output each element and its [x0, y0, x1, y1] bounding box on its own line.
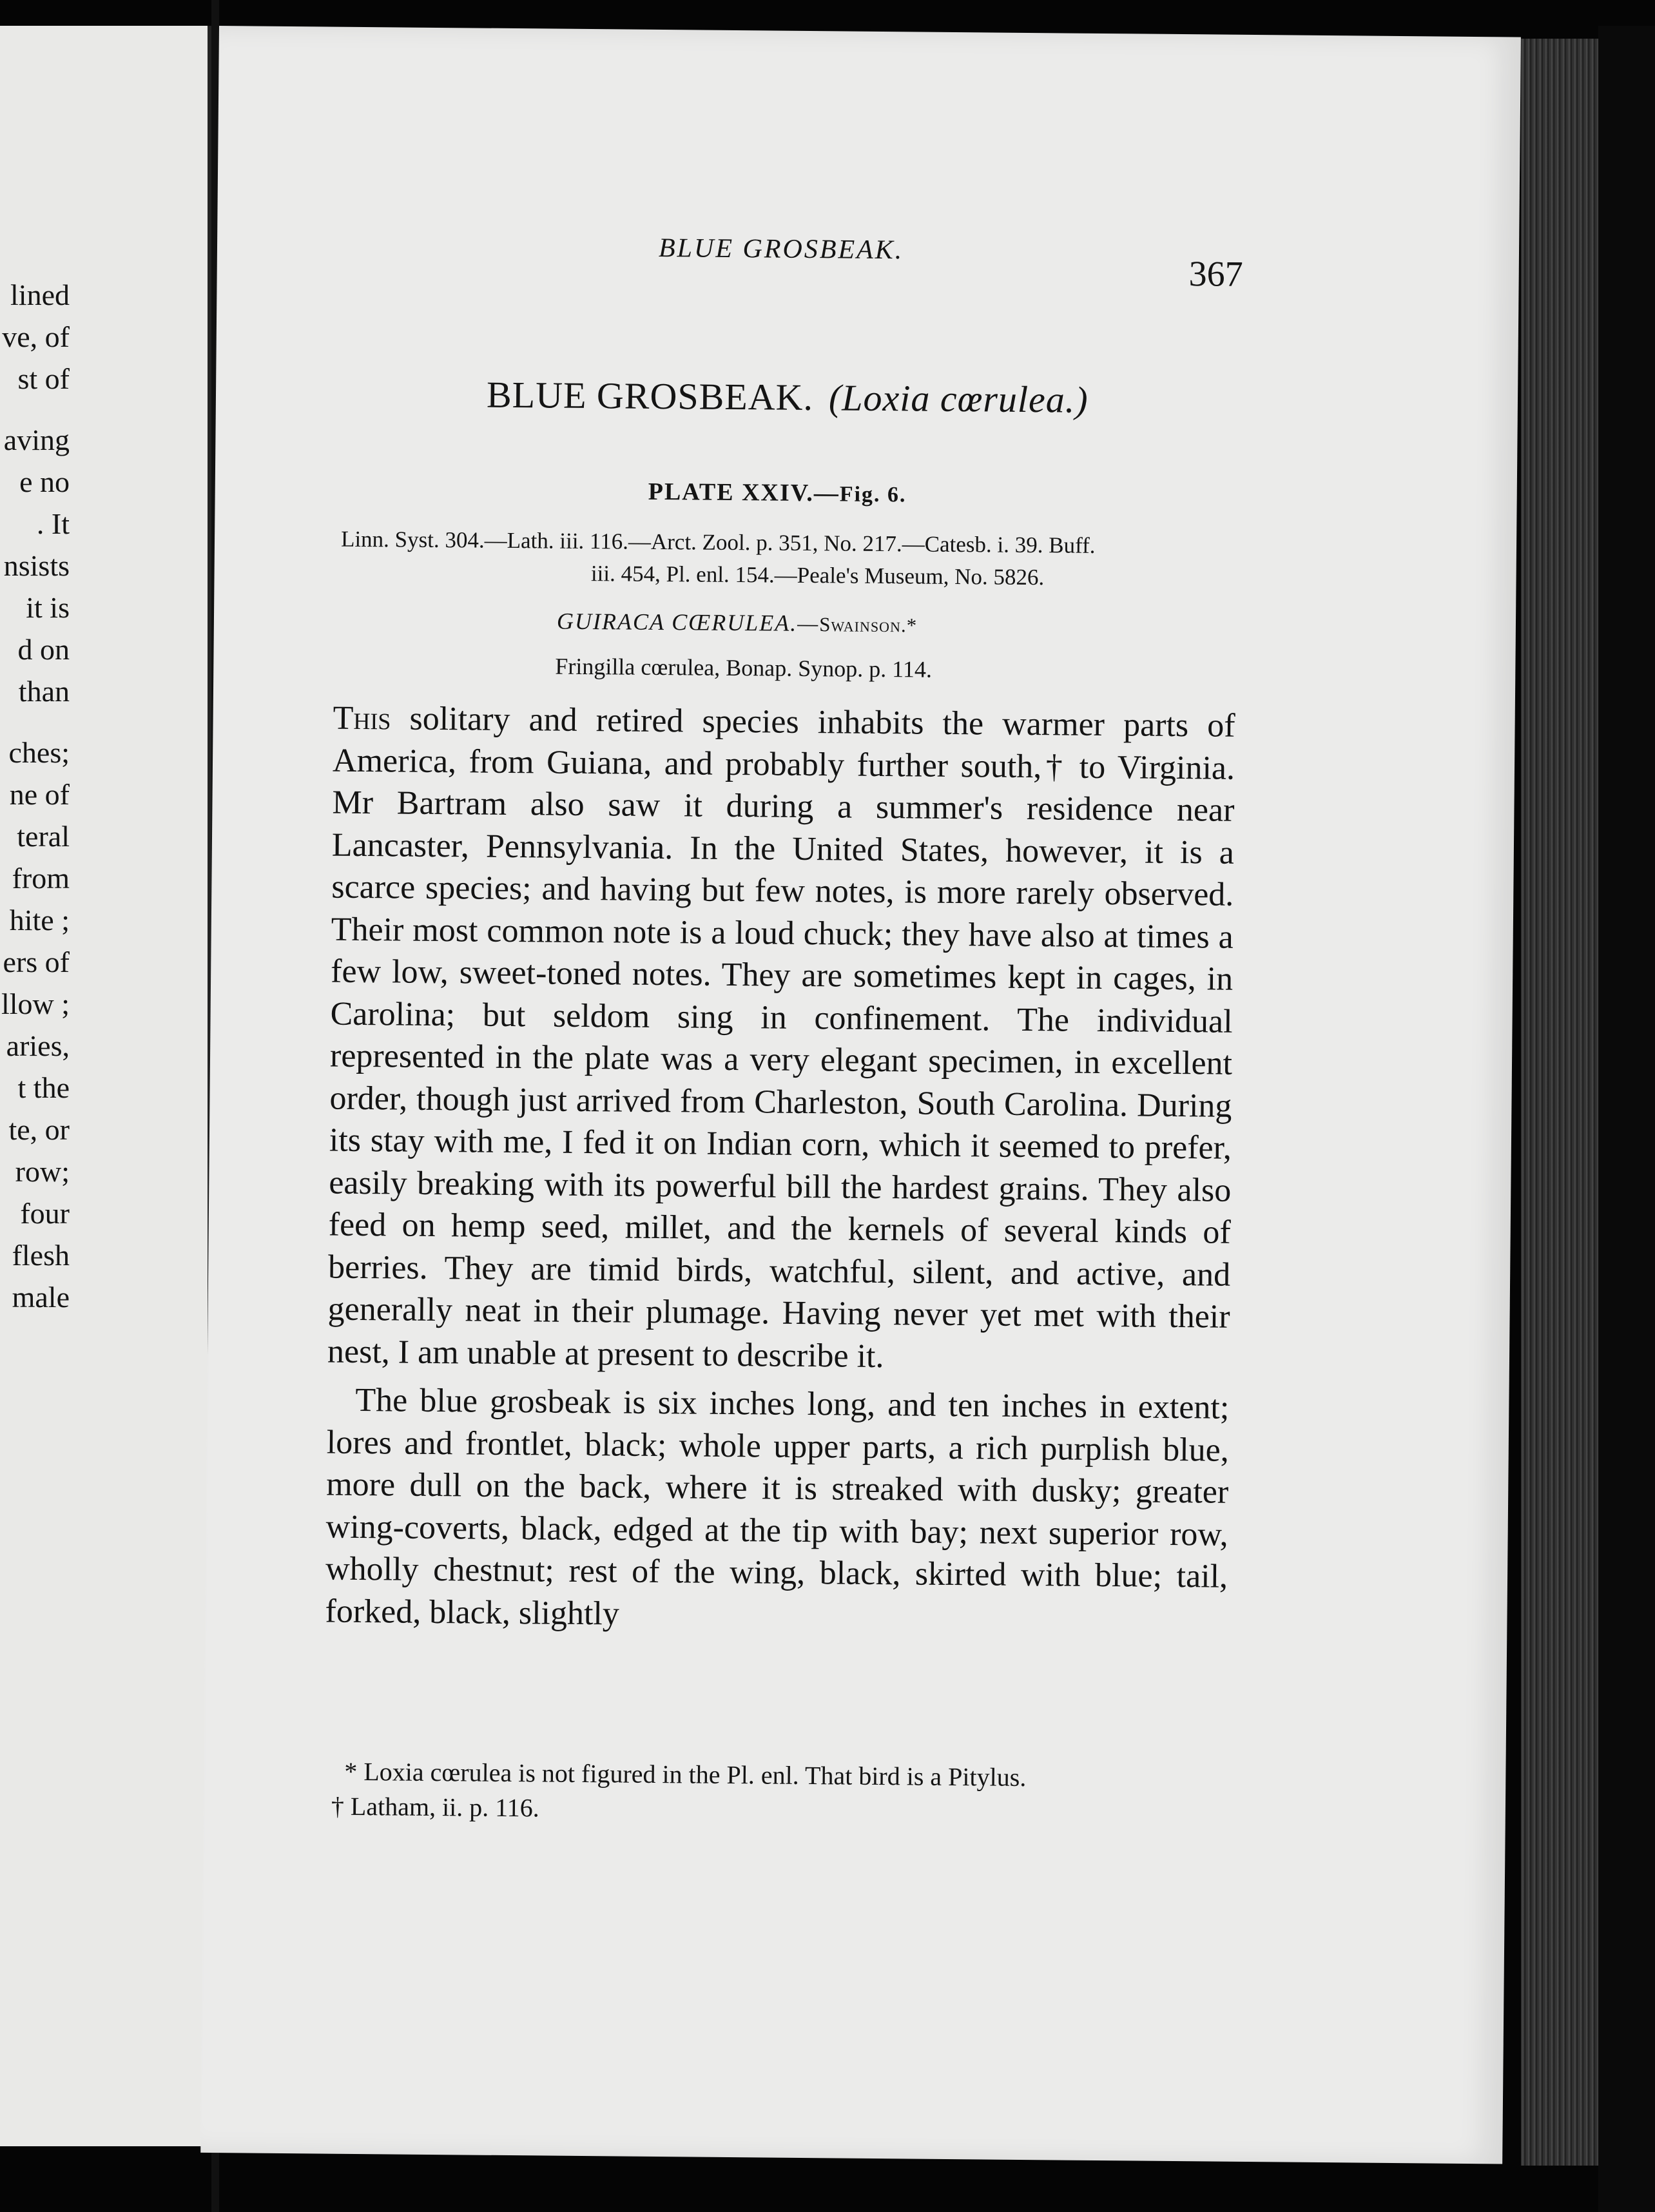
- synonym-author: Swainson.*: [819, 613, 918, 637]
- left-page-fragment: e no: [19, 465, 70, 498]
- reference-line-1: Linn. Syst. 304.—Lath. iii. 116.—Arct. Zool. p. 351, No. 217.—Catesb. i. 39. Buff.: [340, 526, 1096, 558]
- synonym-heading: [557, 608, 918, 638]
- left-page-fragment: flesh: [12, 1239, 70, 1272]
- body-text: [325, 697, 1235, 1640]
- title-latin-name: (Loxia cœrulea.): [828, 376, 1089, 421]
- left-page-fragment: male: [12, 1281, 70, 1314]
- footnotes: [331, 1754, 1234, 1832]
- plate-reference: [648, 478, 907, 508]
- paragraph-2: The blue grosbeak is six inches long, and ten inches in extent; lores and frontlet, black; whole upper parts, a rich purplish blue, more dull on the back, where it is streaked with dusky; greater wing-coverts, black, edged at the tip with bay; next superior row, wholly chestnut; rest of the wing, black, skirted with blue; tail, forked, black, slightly: [325, 1381, 1230, 1633]
- synonym-reference: Fringilla cœrulea, Bonap. Synop. p. 114.: [555, 653, 933, 683]
- left-page-fragment: ers of: [3, 946, 70, 978]
- reference-line-2: iii. 454, Pl. enl. 154.—Peale's Museum, No. 5826.: [590, 561, 1045, 590]
- left-page-fragment: d on: [17, 633, 70, 666]
- paragraph-1: [327, 697, 1235, 1381]
- title-common-name: BLUE GROSBEAK.: [486, 373, 814, 419]
- article-title: [487, 373, 1089, 422]
- bibliographic-references: [340, 523, 1295, 596]
- left-page-fragment: ne of: [9, 778, 70, 811]
- page-block-edge: [1521, 39, 1598, 2166]
- synonym-name: GUIRACA CŒRULEA.—: [556, 608, 820, 637]
- left-facing-page: [0, 26, 211, 2146]
- left-page-fragment: st of: [17, 362, 70, 395]
- footnote-2: † Latham, ii. p. 116.: [331, 1791, 540, 1823]
- running-head: BLUE GROSBEAK.: [658, 233, 904, 266]
- left-page-fragment: te, or: [8, 1113, 70, 1146]
- left-page-fragment: row;: [15, 1155, 70, 1188]
- footnote-1: * Loxia cœrulea is not figured in the Pl. enl. That bird is a Pitylus.: [344, 1756, 1027, 1792]
- left-page-fragment: nsists: [3, 549, 70, 582]
- left-page-fragment: hite ;: [9, 904, 70, 936]
- left-page-fragment: . It: [36, 507, 70, 540]
- left-page-fragment: it is: [26, 591, 70, 624]
- plate-figure: Fig. 6.: [839, 482, 907, 507]
- left-page-fragment: than: [18, 675, 70, 708]
- right-margin-shadow: [1598, 26, 1655, 2212]
- book-page: [200, 26, 1521, 2164]
- left-page-fragment: ve, of: [2, 320, 70, 353]
- left-page-fragment: aving: [3, 423, 70, 456]
- left-page-fragment: ches;: [8, 736, 70, 769]
- left-page-fragment: llow ;: [1, 987, 70, 1020]
- left-page-fragment: from: [12, 862, 70, 895]
- plate-label: PLATE XXIV.—: [648, 478, 840, 507]
- left-page-fragment: t the: [17, 1071, 70, 1104]
- left-page-fragment: lined: [10, 278, 70, 311]
- page-number: 367: [1188, 254, 1243, 295]
- paragraph-1-lead: This: [333, 699, 391, 737]
- left-page-fragment: four: [20, 1197, 70, 1230]
- left-page-fragment: aries,: [6, 1029, 70, 1062]
- paragraph-1-text: solitary and retired species inhabits the warmer parts of America, from Guiana, and probably further south,† to Virginia. Mr Bartram also saw it during a summer's residence near Lancaster, Pennsylvania. In the United States, however, it is a scarce species; and having but few notes, is more rarely observed. Their most common note is a loud chuck; they have also at times a few low, sweet-toned notes. They are sometimes kept in cages, in Carolina; but seldom sing in confinement. The individual represented in the plate was a very elegant specimen, in excellent order, though just arrived from Charleston, South Carolina. During its stay with me, I fed it on Indian corn, which it seemed to prefer, easily breaking with its powerful bill the hardest grains. They also feed on hemp seed, millet, and the kernels of several kinds of berries. They are timid birds, watchful, silent, and active, and generally neat in their plumage. Having never yet met with their nest, I am unable at present to describe it.: [327, 700, 1235, 1375]
- left-page-fragment: teral: [17, 820, 70, 853]
